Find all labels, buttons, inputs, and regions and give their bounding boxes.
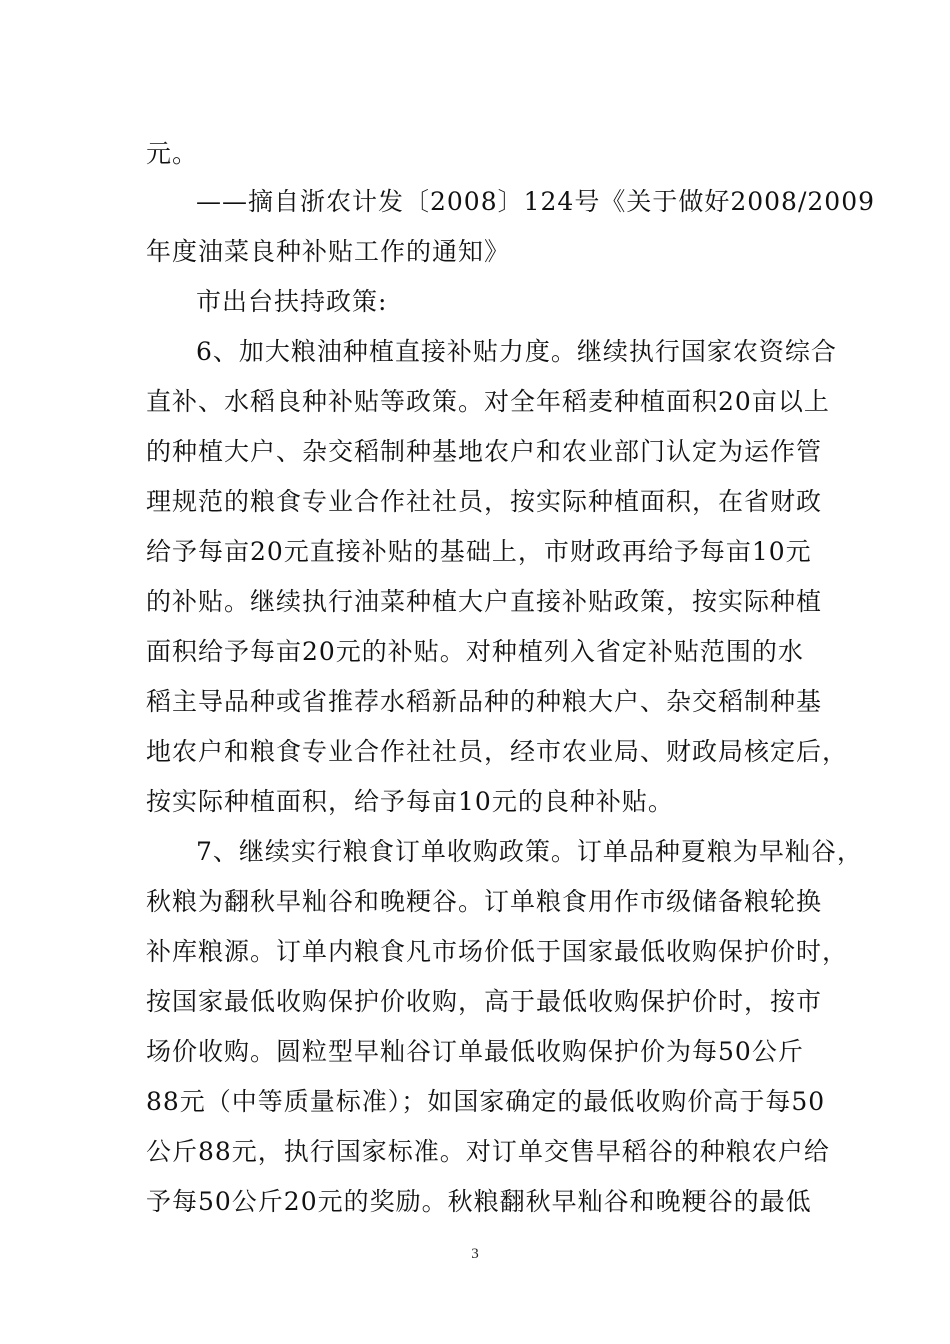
text-line: 按实际种植面积，给予每亩10元的良种补贴。 [146,787,674,816]
page-number: 3 [471,1246,479,1262]
text-line: 给予每亩20元直接补贴的基础上，市财政再给予每亩10元 [146,537,812,566]
text-line: 的种植大户、杂交稻制种基地农户和农业部门认定为运作管 [146,437,823,466]
citation-line: ——摘自浙农计发〔2008〕124号《关于做好2008/2009 [196,187,876,216]
text-line: 直补、水稻良种补贴等政策。对全年稻麦种植面积20亩以上 [146,387,830,416]
text-line: 按国家最低收购保护价收购，高于最低收购保护价时，按市 [146,987,823,1016]
text-line: 地农户和粮食专业合作社社员，经市农业局、财政局核定后， [146,737,849,766]
text-line: 场价收购。圆粒型早籼谷订单最低收购保护价为每50公斤 [146,1037,804,1066]
citation-line: 年度油菜良种补贴工作的通知》 [146,237,511,266]
text-line: 稻主导品种或省推荐水稻新品种的种粮大户、杂交稻制种基 [146,687,823,716]
section-heading: 市出台扶持政策: [196,287,388,316]
text-line: 面积给予每亩20元的补贴。对种植列入省定补贴范围的水 [146,637,804,666]
text-line: 88元（中等质量标准）；如国家确定的最低收购价高于每50 [146,1087,826,1116]
text-line: 予每50公斤20元的奖励。秋粮翻秋早籼谷和晚粳谷的最低 [146,1187,812,1216]
text-line: 7、继续实行粮食订单收购政策。订单品种夏粮为早籼谷， [196,837,863,866]
text-line: 6、加大粮油种植直接补贴力度。继续执行国家农资综合 [196,337,837,366]
text-line: 的补贴。继续执行油菜种植大户直接补贴政策，按实际种植 [146,587,823,616]
text-line: 元。 [146,139,199,168]
text-line: 秋粮为翻秋早籼谷和晚粳谷。订单粮食用作市级储备粮轮换 [146,887,823,916]
text-line: 公斤88元，执行国家标准。对订单交售早稻谷的种粮农户给 [146,1137,830,1166]
text-line: 补库粮源。订单内粮食凡市场价低于国家最低收购保护价时， [146,937,849,966]
text-line: 理规范的粮食专业合作社社员，按实际种植面积，在省财政 [146,487,823,516]
